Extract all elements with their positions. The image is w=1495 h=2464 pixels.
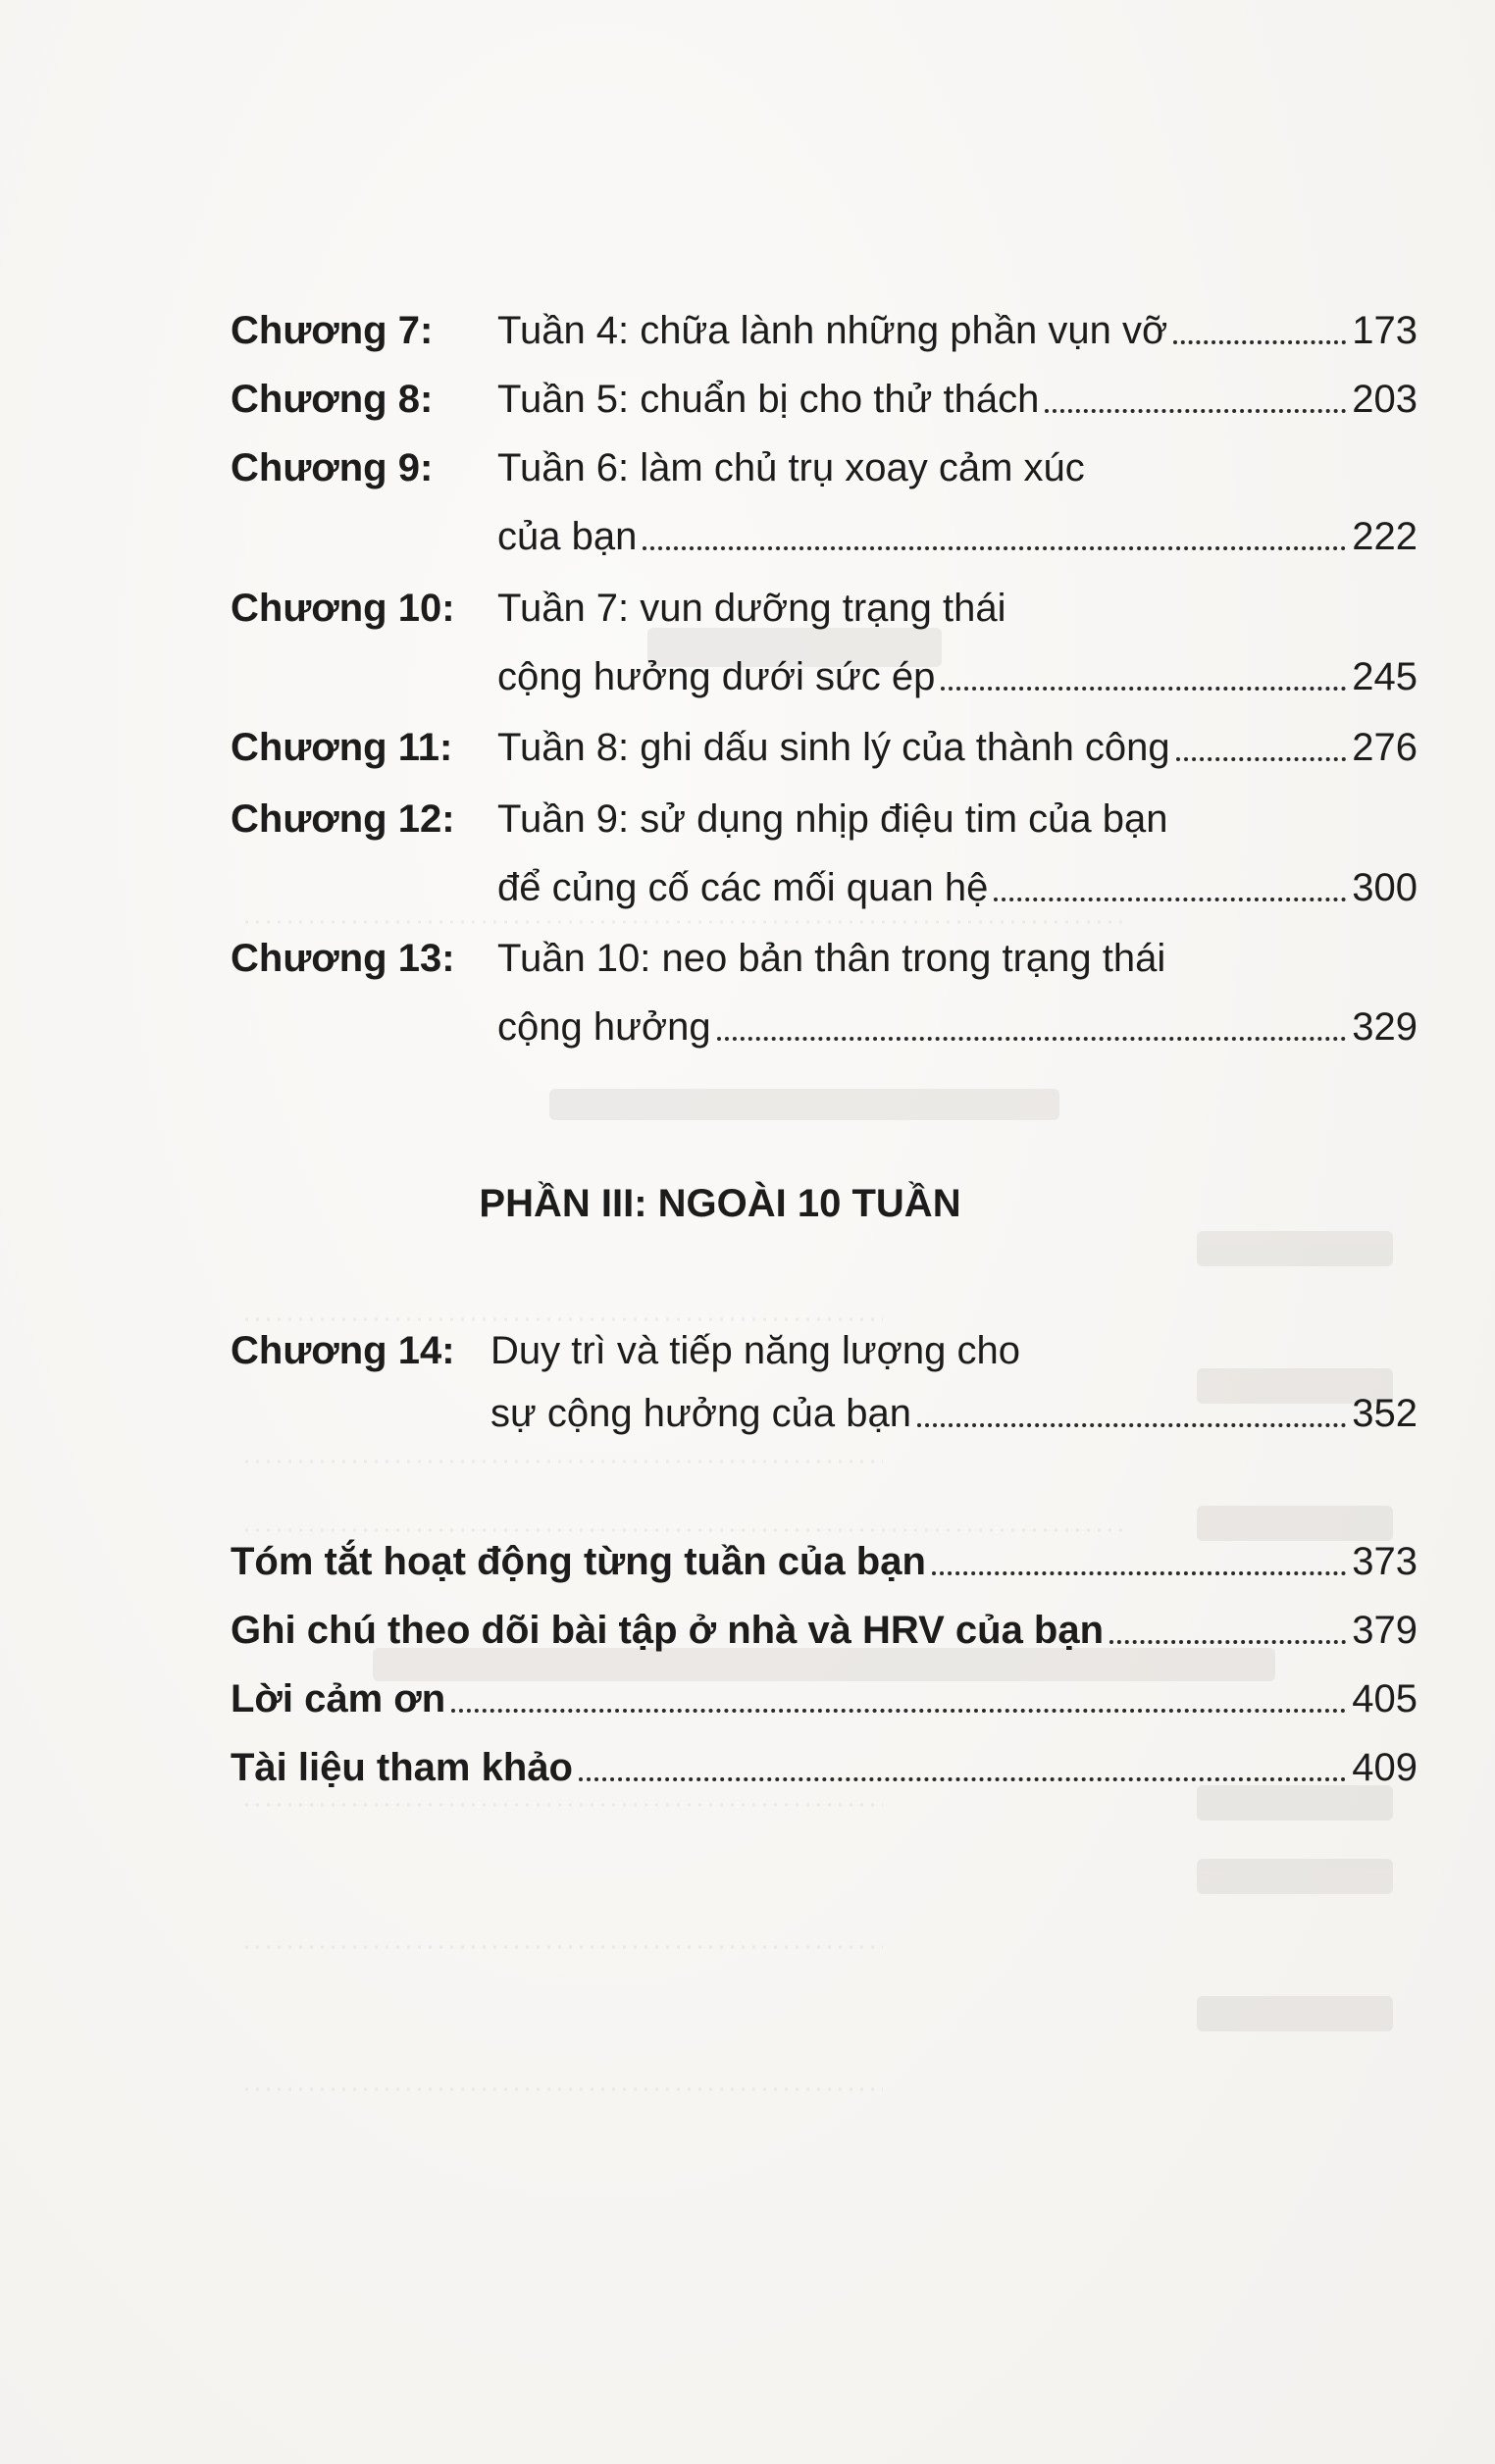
entry-title: Ghi chú theo dõi bài tập ở nhà và HRV của bạn <box>231 1609 1105 1652</box>
toc-entry-chapter-7 <box>231 296 1418 365</box>
dot-leader <box>717 1037 1347 1041</box>
toc-entry-weekly-summary <box>231 1527 1418 1596</box>
chapter-label: Chương 7: <box>231 309 434 352</box>
page-number: 405 <box>1352 1677 1418 1720</box>
entry-title: Tài liệu tham khảo <box>231 1746 573 1789</box>
entry-title: Lời cảm ơn <box>231 1677 446 1720</box>
page-number: 245 <box>1352 655 1418 698</box>
chapter-title: Tuần 4: chữa lành những phần vụn vỡ <box>497 309 1168 352</box>
toc-entry-chapter-14 <box>231 1316 1418 1448</box>
dot-leader <box>1109 1640 1346 1644</box>
chapter-title-continued: để củng cố các mối quan hệ <box>497 866 989 909</box>
page-number: 173 <box>1352 309 1418 352</box>
chapter-title: Tuần 9: sử dụng nhịp điệu tim của bạn <box>497 797 1168 841</box>
dot-leader <box>1045 409 1346 413</box>
chapter-label: Chương 10: <box>231 587 455 630</box>
chapter-title-continued: sự cộng hưởng của bạn <box>490 1392 911 1435</box>
chapter-label: Chương 9: <box>231 446 434 489</box>
chapter-title: Tuần 5: chuẩn bị cho thử thách <box>497 378 1040 421</box>
page-number: 352 <box>1352 1392 1418 1435</box>
page-number: 379 <box>1352 1609 1418 1652</box>
toc-entry-chapter-11 <box>231 713 1418 782</box>
toc-entry-chapter-12 <box>231 785 1418 922</box>
chapter-title: Tuần 7: vun dưỡng trạng thái <box>497 587 1006 630</box>
chapter-title: Duy trì và tiếp năng lượng cho <box>490 1329 1020 1372</box>
chapter-title-continued: của bạn <box>497 515 638 558</box>
toc-entry-acknowledgements <box>231 1665 1418 1733</box>
dot-leader <box>994 898 1346 901</box>
chapter-title-continued: cộng hưởng dưới sức ép <box>497 655 936 698</box>
page-number: 409 <box>1352 1746 1418 1789</box>
page-number: 222 <box>1352 515 1418 558</box>
chapter-title: Tuần 6: làm chủ trụ xoay cảm xúc <box>497 446 1085 489</box>
dot-leader <box>451 1709 1346 1713</box>
chapter-title-continued: cộng hưởng <box>497 1005 711 1049</box>
toc-entry-chapter-13 <box>231 924 1418 1061</box>
toc-entry-chapter-9 <box>231 434 1418 571</box>
dot-leader <box>643 546 1346 550</box>
dot-leader <box>917 1423 1346 1427</box>
dot-leader <box>1173 340 1346 344</box>
back-matter-list <box>231 1527 1418 1802</box>
chapter-label: Chương 13: <box>231 937 455 980</box>
entry-title: Tóm tắt hoạt động từng tuần của bạn <box>231 1540 926 1583</box>
dot-leader <box>941 687 1346 691</box>
page-number: 300 <box>1352 866 1418 909</box>
toc-entry-chapter-8 <box>231 365 1418 434</box>
part-heading: PHẦN III: NGOÀI 10 TUẦN <box>479 1182 961 1225</box>
page-number: 329 <box>1352 1005 1418 1049</box>
toc-entry-chapter-10 <box>231 574 1418 711</box>
page-number: 373 <box>1352 1540 1418 1583</box>
chapter-label: Chương 8: <box>231 378 434 421</box>
chapter-label: Chương 12: <box>231 797 455 841</box>
chapter-title: Tuần 8: ghi dấu sinh lý của thành công <box>497 726 1170 769</box>
chapter-label: Chương 11: <box>231 726 453 769</box>
chapter-title: Tuần 10: neo bản thân trong trạng thái <box>497 937 1166 980</box>
toc-entry-references <box>231 1733 1418 1802</box>
page-number: 203 <box>1352 378 1418 421</box>
page-number: 276 <box>1352 726 1418 769</box>
chapter-label: Chương 14: <box>231 1329 455 1372</box>
dot-leader <box>1176 757 1347 761</box>
toc-entry-hrv-notes <box>231 1596 1418 1665</box>
dot-leader <box>579 1777 1346 1781</box>
dot-leader <box>932 1571 1346 1575</box>
